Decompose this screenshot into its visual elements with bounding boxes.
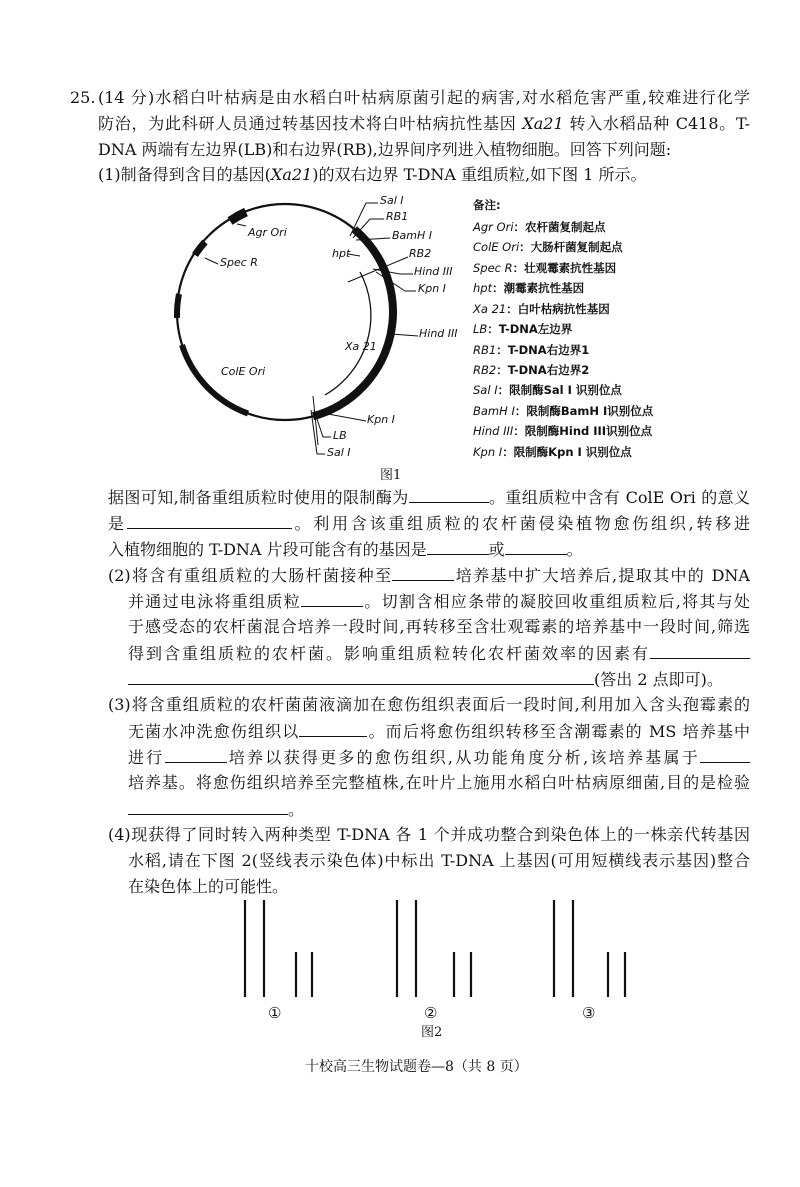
label-rb2: RB2 (409, 247, 432, 260)
legend-item (473, 281, 584, 295)
question-stem-line: DNA 两端有左边界(LB)和右边界(RB),边界间序列进入植物细胞。回答下列问题: (98, 140, 672, 159)
answer-blank[interactable] (700, 747, 750, 763)
answer-blank[interactable] (505, 539, 567, 555)
question-number: 25. (70, 88, 96, 107)
answer-blank[interactable] (409, 487, 489, 503)
text: 或 (488, 540, 505, 559)
question-line (108, 539, 583, 559)
answer-blank[interactable] (427, 539, 489, 555)
legend-term: Kpn I (473, 445, 503, 459)
subquestion-2 (108, 565, 750, 585)
text: (2)将含有重组质粒的大肠杆菌接种至 (108, 566, 393, 585)
marker-segment (177, 294, 179, 318)
legend-term: Agr Ori (473, 220, 514, 234)
subquestion-4: (4)现获得了同时转入两种类型 T-DNA 各 1 个并成功整合到染色体上的一株亲代转基因 (108, 825, 750, 844)
label-hpt: hpt (332, 247, 351, 260)
spec-r-segment (195, 242, 205, 255)
legend-term: ColE Ori (473, 240, 520, 254)
text: 并通过电泳将重组质粒 (128, 592, 301, 611)
subquestion-3: (3)将含重组质粒的农杆菌菌液滴加在愈伤组织表面后一段时间,利用加入含头孢霉素的 (108, 695, 750, 714)
legend-item (473, 343, 589, 357)
label-rb1: RB1 (386, 210, 409, 223)
text: 防治，为此科研人员通过转基因技术将白叶枯病抗性基因 (98, 114, 523, 133)
text: 是 (108, 514, 127, 533)
text: 。而后将愈伤组织转移至含潮霉素的 MS 培养基中 (367, 722, 750, 741)
legend-term: RB2 (473, 363, 497, 377)
text: 得到含重组质粒的农杆菌。影响重组质粒转化农杆菌效率的因素有 (128, 644, 650, 663)
question-line: 于感受态的农杆菌混合培养一段时间,再转移至含壮观霉素的培养基中一段时间,筛选 (128, 617, 750, 636)
question-stem-line: (14 分)水稻白叶枯病是由水稻白叶枯病原菌引起的病害,对水稻危害严重,较难进行化学 (98, 88, 750, 107)
page-footer: 十校高三生物试题卷—8（共 8 页） (305, 1059, 528, 1075)
legend-desc: ：T-DNA右边界1 (496, 343, 590, 357)
label-cole-ori: ColE Ori (221, 365, 266, 378)
legend-desc: ：限制酶Sal I 识别位点 (497, 383, 622, 397)
label-hind3-top: Hind III (414, 265, 453, 278)
text: (1)制备得到含目的基因( (98, 165, 271, 184)
question-line (128, 747, 750, 767)
question-line (128, 799, 304, 819)
answer-blank[interactable] (301, 591, 363, 607)
question-line: 在染色体上的可能性。 (128, 877, 289, 896)
legend-item (473, 363, 589, 377)
legend-item (473, 322, 572, 336)
legend-desc: ：限制酶Kpn I 识别位点 (502, 445, 632, 459)
answer-blank[interactable] (128, 799, 288, 815)
text: (答出 2 点即可)。 (594, 670, 723, 689)
label-bamh1: BamH I (392, 229, 433, 242)
gene-name: Xa21 (522, 114, 564, 133)
legend-desc: ：壮观霉素抗性基因 (512, 261, 617, 275)
question-line (128, 643, 750, 663)
legend-item (473, 302, 610, 316)
answer-blank[interactable] (650, 643, 750, 659)
xa21-arc (325, 272, 371, 395)
legend-desc: ：大肠杆菌复制起点 (519, 240, 623, 254)
legend-term: Xa 21 (473, 302, 507, 316)
question-line (128, 669, 723, 689)
question-line (128, 721, 750, 741)
legend-title: 备注: (473, 198, 501, 212)
legend-desc: ：限制酶Hind III识别位点 (513, 424, 653, 438)
legend-item (473, 240, 623, 254)
legend-term: Spec R (473, 261, 513, 275)
legend-item (473, 220, 606, 234)
question-line (108, 513, 750, 533)
text: 据图可知,制备重组质粒时使用的限制酶为 (108, 488, 409, 507)
text: 无菌水冲洗愈伤组织以 (128, 722, 300, 741)
option-label-2: ② (424, 1004, 438, 1022)
text: )的双右边界 T-DNA 重组质粒,如下图 1 所示。 (312, 165, 647, 184)
legend-term: Hind III (473, 424, 514, 438)
chromosome-diagram (245, 900, 625, 997)
label-agr-ori: Agr Ori (248, 226, 287, 239)
legend-term: BamH I (473, 404, 515, 418)
figure1-caption: 图1 (380, 468, 402, 483)
label-kpn1-top: Kpn I (418, 282, 446, 295)
legend-item (473, 445, 632, 459)
question-line (128, 591, 750, 611)
option-label-1: ① (268, 1004, 282, 1022)
legend-item (473, 404, 653, 418)
label-kpn1-bottom: Kpn I (367, 413, 395, 426)
text: 培养以获得更多的愈伤组织,从功能角度分析,该培养基属于 (226, 748, 700, 767)
text: 转入水稻品种 C418。T- (563, 114, 750, 133)
legend-desc: ：限制酶BamH I识别位点 (514, 404, 654, 418)
answer-blank[interactable] (165, 747, 227, 763)
agr-ori-segment (230, 212, 246, 221)
gene-name: Xa21 (270, 165, 313, 184)
answer-blank[interactable] (127, 513, 292, 529)
legend-item (473, 424, 652, 438)
label-xa21: Xa 21 (345, 340, 377, 353)
legend-item (473, 261, 616, 275)
legend-desc: ：白叶枯病抗性基因 (506, 302, 610, 316)
label-sal1-top: Sal I (380, 194, 404, 207)
figure2-caption: 图2 (421, 1025, 443, 1040)
legend-term: LB (473, 322, 488, 336)
answer-blank[interactable] (128, 669, 594, 685)
text: 培养基中扩大培养后,提取其中的 DNA (454, 566, 750, 585)
text: 。利用含该重组质粒的农杆菌侵染植物愈伤组织,转移进 (291, 514, 750, 533)
text: 。切割含相应条带的凝胶回收重组质粒后,将其与处 (363, 592, 750, 611)
text: 。 (288, 800, 305, 819)
option-label-3: ③ (582, 1004, 596, 1022)
text: 进行 (128, 748, 165, 767)
label-spec-r: Spec R (220, 256, 258, 269)
legend-term: hpt (473, 281, 493, 295)
cole-ori-segment (182, 345, 248, 414)
answer-blank[interactable] (392, 565, 454, 581)
answer-blank[interactable] (299, 721, 367, 737)
legend-term: Sal I (473, 383, 498, 397)
label-lb: LB (333, 429, 347, 442)
legend-desc: ：T-DNA右边界2 (496, 363, 590, 377)
legend-term: RB1 (473, 343, 497, 357)
legend-item (473, 383, 622, 397)
question-line (108, 487, 750, 507)
legend-desc: ：农杆菌复制起点 (513, 220, 606, 234)
label-sal1-bottom: Sal I (327, 446, 351, 459)
question-line: 培养基。将愈伤组织培养至完整植株,在叶片上施用水稻白叶枯病原细菌,目的是检验 (128, 773, 750, 792)
legend-desc: ：T-DNA左边界 (487, 322, 573, 336)
text: 入植物细胞的 T-DNA 片段可能含有的基因是 (108, 540, 427, 559)
legend-desc: ：潮霉素抗性基因 (492, 281, 585, 295)
t-dna-region (313, 229, 393, 416)
text: 。重组质粒中含有 ColE Ori 的意义 (488, 488, 750, 507)
label-hind3-mid: Hind III (419, 327, 458, 340)
text: 。 (566, 540, 583, 559)
question-line: 水稻,请在下图 2(竖线表示染色体)中标出 T-DNA 上基因(可用短横线表示基因)整合 (128, 851, 750, 870)
